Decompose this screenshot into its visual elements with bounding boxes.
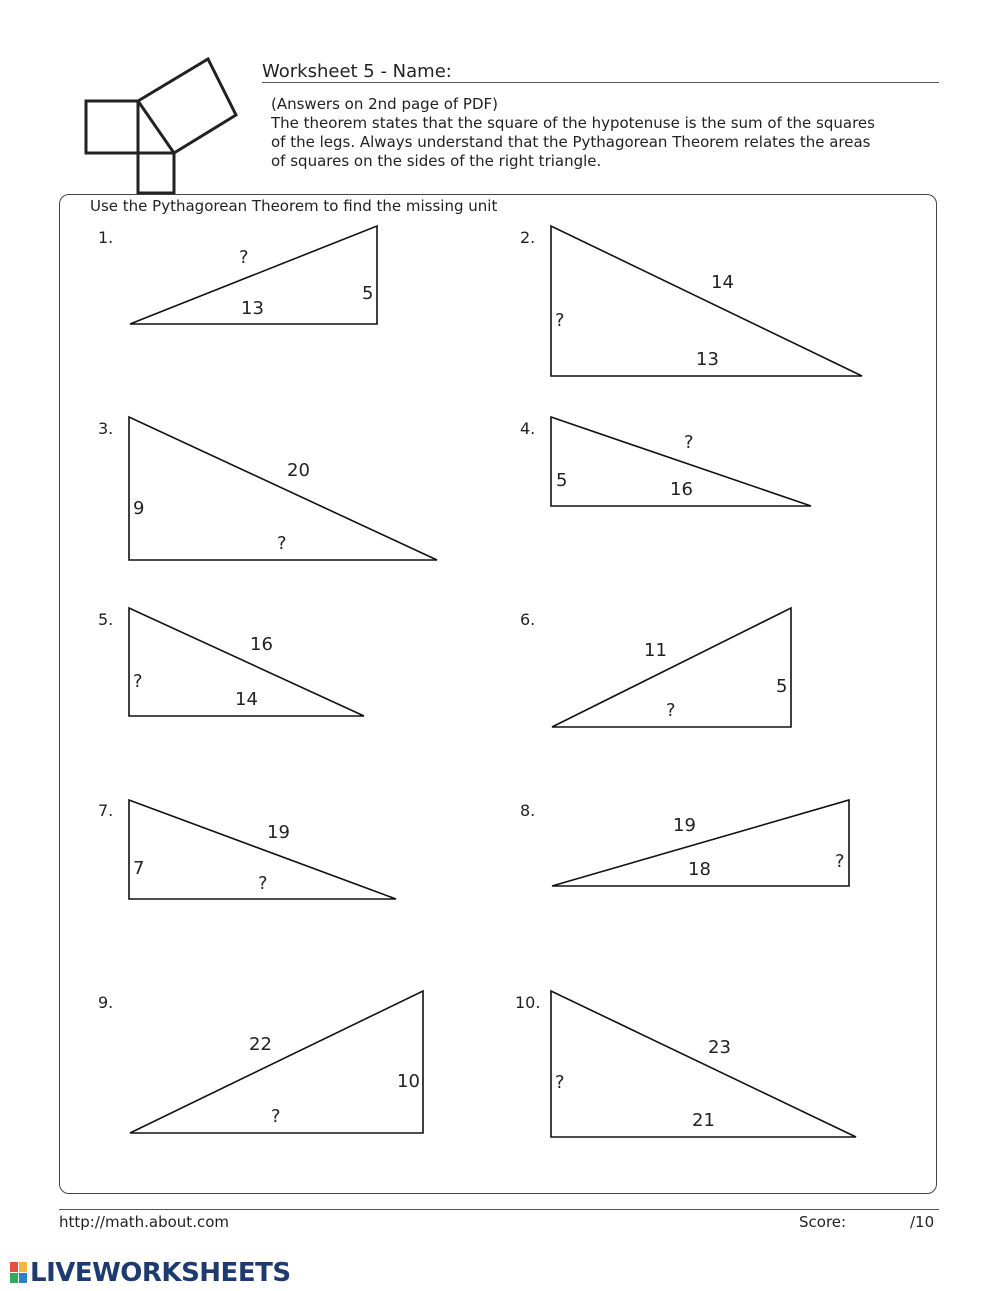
problem-10-label-leg: ? — [555, 1072, 565, 1093]
problem-9-label-hypotenuse: 22 — [249, 1034, 272, 1055]
problem-5-label-hypotenuse: 16 — [250, 634, 273, 655]
problem-6-label-hypotenuse: 11 — [644, 640, 667, 661]
problem-1-label-hypotenuse: ? — [239, 247, 249, 268]
intro-line-4: of squares on the sides of the right triangle. — [271, 152, 602, 170]
score-total: /10 — [910, 1213, 935, 1231]
problem-2-label-leg: ? — [555, 310, 565, 331]
problem-7-number: 7. — [98, 801, 114, 820]
problem-8-label-leg: ? — [835, 851, 845, 872]
problem-3-label-base: ? — [277, 533, 287, 554]
problem-7-label-leg: 7 — [133, 858, 145, 879]
problem-8-number: 8. — [520, 801, 536, 820]
intro-line-2: The theorem states that the square of the hypotenuse is the sum of the squares — [271, 114, 875, 132]
problem-4-number: 4. — [520, 419, 536, 438]
score-label: Score: — [799, 1213, 847, 1231]
problem-2-label-hypotenuse: 14 — [711, 272, 734, 293]
problem-3-label-leg: 9 — [133, 498, 145, 519]
footer-url: http://math.about.com — [59, 1213, 229, 1231]
problem-10-label-hypotenuse: 23 — [708, 1037, 731, 1058]
footer-divider — [59, 1209, 939, 1210]
problem-10-label-base: 21 — [692, 1110, 715, 1131]
problem-9-number: 9. — [98, 993, 114, 1012]
problem-4-label-hypotenuse: ? — [684, 432, 694, 453]
problem-5-label-leg: ? — [133, 671, 143, 692]
problem-5-number: 5. — [98, 610, 114, 629]
problem-3-number: 3. — [98, 419, 114, 438]
liveworksheets-logo-icon — [10, 1262, 28, 1284]
problem-4-label-leg: 5 — [556, 470, 568, 491]
problem-5-label-base: 14 — [235, 689, 258, 710]
instruction-text: Use the Pythagorean Theorem to find the missing unit — [90, 197, 498, 215]
problem-7-label-base: ? — [258, 873, 268, 894]
worksheet-title: Worksheet 5 - Name: — [262, 61, 452, 82]
problem-8-label-hypotenuse: 19 — [673, 815, 696, 836]
problem-2-number: 2. — [520, 228, 536, 247]
problem-6-label-base: ? — [666, 700, 676, 721]
problem-10-number: 10. — [515, 993, 541, 1012]
problem-6-number: 6. — [520, 610, 536, 629]
problem-6-label-leg: 5 — [776, 676, 788, 697]
problem-1-label-leg: 5 — [362, 283, 374, 304]
problem-2-label-base: 13 — [696, 349, 719, 370]
problem-3-label-hypotenuse: 20 — [287, 460, 310, 481]
liveworksheets-brand: LIVEWORKSHEETS — [30, 1258, 291, 1288]
intro-line-1: (Answers on 2nd page of PDF) — [271, 95, 499, 113]
problem-9-label-leg: 10 — [397, 1071, 420, 1092]
intro-line-3: of the legs. Always understand that the Pythagorean Theorem relates the areas — [271, 133, 871, 151]
problem-7-label-hypotenuse: 19 — [267, 822, 290, 843]
problem-8-label-base: 18 — [688, 859, 711, 880]
problem-4-label-base: 16 — [670, 479, 693, 500]
problem-9-label-base: ? — [271, 1106, 281, 1127]
problem-1-number: 1. — [98, 228, 114, 247]
problem-1-label-base: 13 — [241, 298, 264, 319]
